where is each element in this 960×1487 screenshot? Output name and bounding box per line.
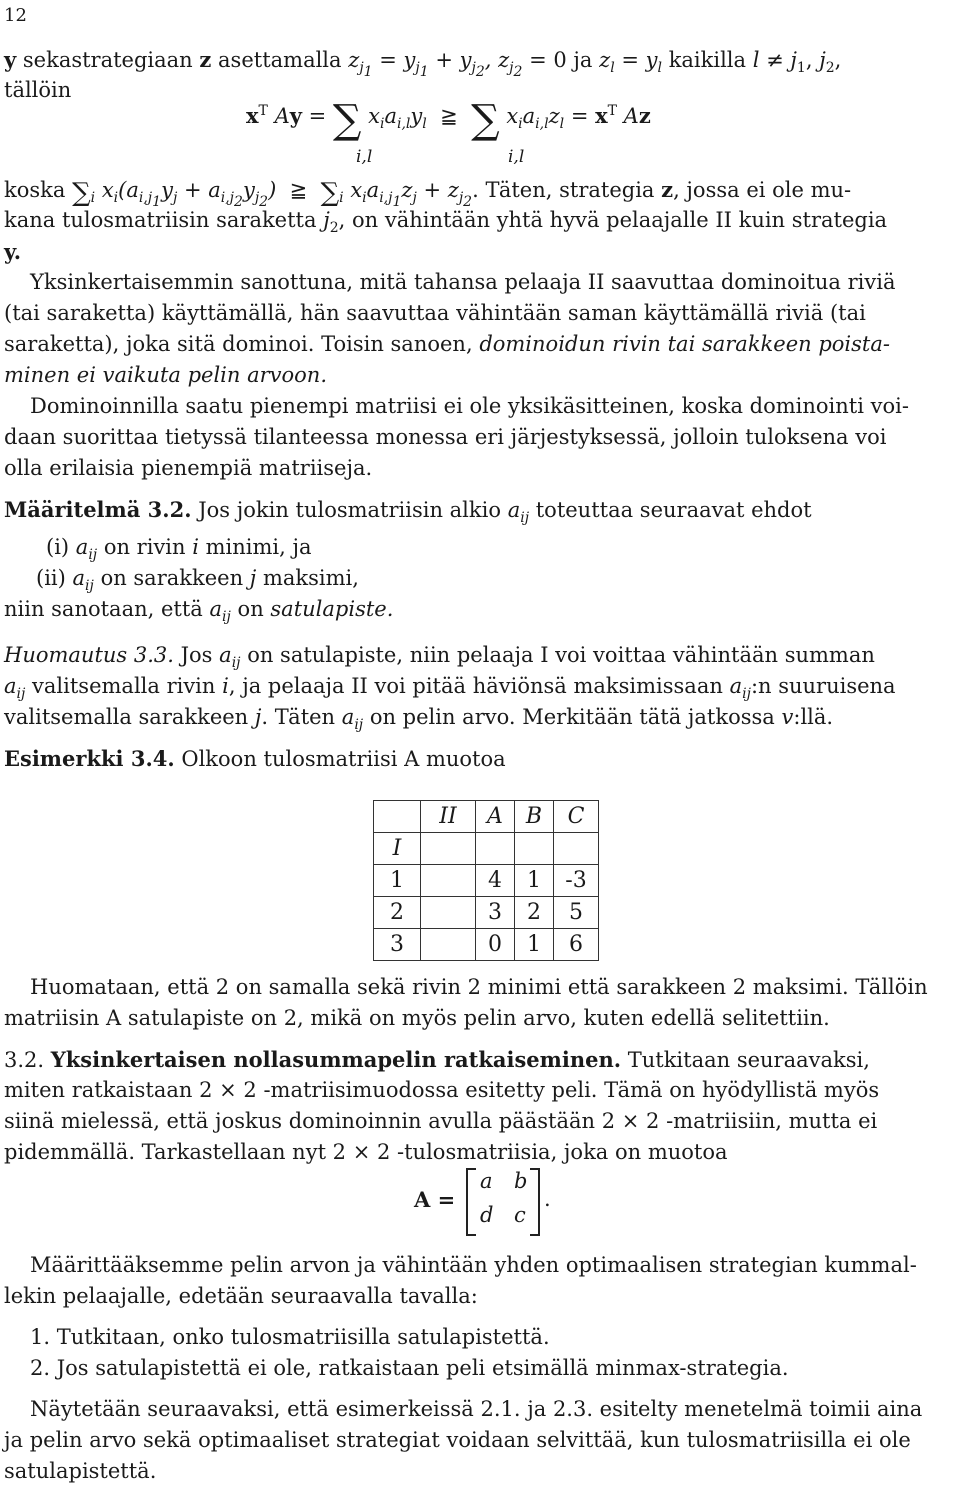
page-number: 12	[4, 5, 27, 26]
list-item: 2. Jos satulapistettä ei ole, ratkaistaan peli etsimällä minmax-strategia.	[30, 1356, 789, 1380]
para1-line2: (tai saraketta) käyttämällä, hän saavuttaa vähintään saman käyttämällä riviä (tai	[4, 301, 866, 325]
table-cell	[421, 865, 476, 897]
matrix-cell: b	[514, 1169, 528, 1193]
table-row-label: 1	[374, 865, 421, 897]
table-cell	[421, 897, 476, 929]
table-header-cell	[374, 801, 421, 833]
section-line-1: 3.2. Yksinkertaisen nollasummapelin ratkaiseminen. Tutkitaan seuraavaksi,	[4, 1047, 870, 1072]
table-cell	[515, 833, 554, 865]
section-line-2: miten ratkaistaan 2 × 2 -matriisimuodossa esitetty peli. Tämä on hyödyllistä myös	[4, 1078, 880, 1102]
table-header-row	[374, 801, 599, 833]
definition-heading: Määritelmä 3.2.	[4, 497, 192, 522]
table-header-cell: C	[554, 801, 599, 833]
matrix-cell: c	[514, 1203, 526, 1227]
section-line-4: pidemmällä. Tarkastellaan nyt 2 × 2 -tulosmatriisia, joka on muotoa	[4, 1140, 728, 1164]
table-cell	[421, 833, 476, 865]
intro-line-2: tällöin	[4, 78, 72, 102]
table-cell	[554, 833, 599, 865]
intro-line-1: y sekastrategiaan z asettamalla $z_{j_1} = y_{j_1} + y_{j_2}$, $z_{j_2} = 0$ ja $z_l = y_l$ kaikilla $l \ne j_1$, $j_2$,	[4, 47, 842, 80]
example-line: Esimerkki 3.4. Olkoon tulosmatriisi A muotoa	[4, 746, 506, 771]
remark-line-2: $a_{ij}$ valitsemalla rivin i, ja pelaaja II voi pitää häviönsä maksimissaan $a_{ij}:n$ suuruisena	[4, 674, 896, 703]
matrix-cell: a	[480, 1169, 493, 1193]
table-cell	[421, 929, 476, 961]
definition-item-2: (ii) $a_{ij}$ on sarakkeen j maksimi,	[36, 566, 359, 595]
matrix-cell: d	[480, 1203, 494, 1227]
table-cell: 2	[515, 897, 554, 929]
table-cell: -3	[554, 865, 599, 897]
para2-line2: daan suorittaa tietyssä tilanteessa monessa eri järjestyksessä, jolloin tuloksena voi	[4, 425, 887, 449]
para1-line4: minen ei vaikuta pelin arvoon.	[4, 363, 327, 387]
table-row	[374, 897, 599, 929]
matrix-left-bracket	[466, 1168, 476, 1236]
remark-heading: Huomautus 3.3.	[4, 643, 174, 667]
definition-item-1: (i) $a_{ij}$ on rivin i minimi, ja	[46, 535, 312, 564]
final-line-1: Näytetään seuraavaksi, että esimerkeissä 2.1. ja 2.3. esitelty menetelmä toimii aina	[30, 1397, 923, 1421]
table-header-cell: II	[421, 801, 476, 833]
section-line-3: siinä mielessä, että joskus dominoinnin avulla päästään 2 × 2 -matriisiin, mutta ei	[4, 1109, 878, 1133]
table-cell	[476, 833, 515, 865]
final-line-3: satulapistettä.	[4, 1459, 157, 1483]
para1-line3: saraketta), joka sitä dominoi. Toisin sanoen, dominoidun rivin tai sarakkeen poista-	[4, 332, 890, 356]
example-after-line-1: Huomataan, että 2 on samalla sekä rivin 2 minimi että sarakkeen 2 maksimi. Tällöin	[30, 975, 928, 999]
sum-index-1: i,l	[356, 147, 373, 167]
table-cell: 0	[476, 929, 515, 961]
remark-line-1: Huomautus 3.3. Jos $a_{ij}$ on satulapiste, niin pelaaja I voi voittaa vähintään summan	[4, 643, 875, 672]
section-number: 3.2.	[4, 1048, 45, 1072]
section-title: Yksinkertaisen nollasummapelin ratkaiseminen.	[50, 1047, 622, 1072]
table-cell: 1	[515, 929, 554, 961]
remark-line-3: valitsemalla sarakkeen j. Täten $a_{ij}$ on pelin arvo. Merkitään tätä jatkossa v:llä.	[4, 705, 834, 734]
payoff-table	[373, 800, 599, 961]
table-row	[374, 865, 599, 897]
section-after-line-1: Määrittääksemme pelin arvon ja vähintään yhden optimaalisen strategian kummal-	[30, 1253, 917, 1277]
matrix-right-bracket	[530, 1168, 540, 1236]
table-row-label: 2	[374, 897, 421, 929]
table-row	[374, 929, 599, 961]
table-cell: 5	[554, 897, 599, 929]
matrix-period: .	[544, 1187, 551, 1211]
strategy-y: y.	[4, 239, 22, 264]
definition-closing: niin sanotaan, että $a_{ij}$ on satulapiste.	[4, 597, 394, 626]
para2-line1: Dominoinnilla saatu pienempi matriisi ei ole yksikäsitteinen, koska dominointi voi-	[30, 394, 909, 418]
kana-line: kana tulosmatriisin saraketta $j_2$, on vähintään yhtä hyvä pelaajalle II kuin strategia	[4, 208, 888, 237]
matrix-label: A =	[414, 1187, 456, 1212]
example-heading: Esimerkki 3.4.	[4, 746, 175, 771]
para2-line3: olla erilaisia pienempiä matriiseja.	[4, 456, 373, 480]
table-cell: 1	[515, 865, 554, 897]
sum-index-2: i,l	[508, 147, 525, 167]
table-row	[374, 833, 599, 865]
definition-line: Määritelmä 3.2. Jos jokin tulosmatriisin alkio $a_{ij}$ toteuttaa seuraavat ehdot	[4, 497, 812, 527]
koska-line: koska $\sum_i$ $x_i(a_{i,j_1}y_j + a_{i,j_2}y_{j_2})$ ≧ $\sum_i$ $x_ia_{i,j_1}z_j + z_{j_2}$. Täten, strategia z, jossa ei ole mu-	[4, 177, 852, 210]
table-header-cell: A	[476, 801, 515, 833]
example-after-line-2: matriisin A satulapiste on 2, mikä on myös pelin arvo, kuten edellä selitettiin.	[4, 1006, 830, 1030]
table-row-label: I	[374, 833, 421, 865]
table-cell: 4	[476, 865, 515, 897]
section-after-line-2: lekin pelaajalle, edetään seuraavalla tavalla:	[4, 1284, 478, 1308]
table-header-cell: B	[515, 801, 554, 833]
table-row-label: 3	[374, 929, 421, 961]
table-cell: 3	[476, 897, 515, 929]
table-cell: 6	[554, 929, 599, 961]
final-line-2: ja pelin arvo sekä optimaaliset strategiat voidaan selvittää, kun tulosmatriisilla ei ole	[4, 1428, 911, 1452]
display-equation-1: $x^T$ Ay = ∑ $x_ia_{i,l}y_l$ ≧ ∑ $x_ia_{i,l}z_l = x^T$ Az	[246, 97, 651, 143]
list-item: 1. Tutkitaan, onko tulosmatriisilla satulapistettä.	[30, 1325, 550, 1349]
para1-line1: Yksinkertaisemmin sanottuna, mitä tahansa pelaaja II saavuttaa dominoitua riviä	[30, 270, 896, 294]
